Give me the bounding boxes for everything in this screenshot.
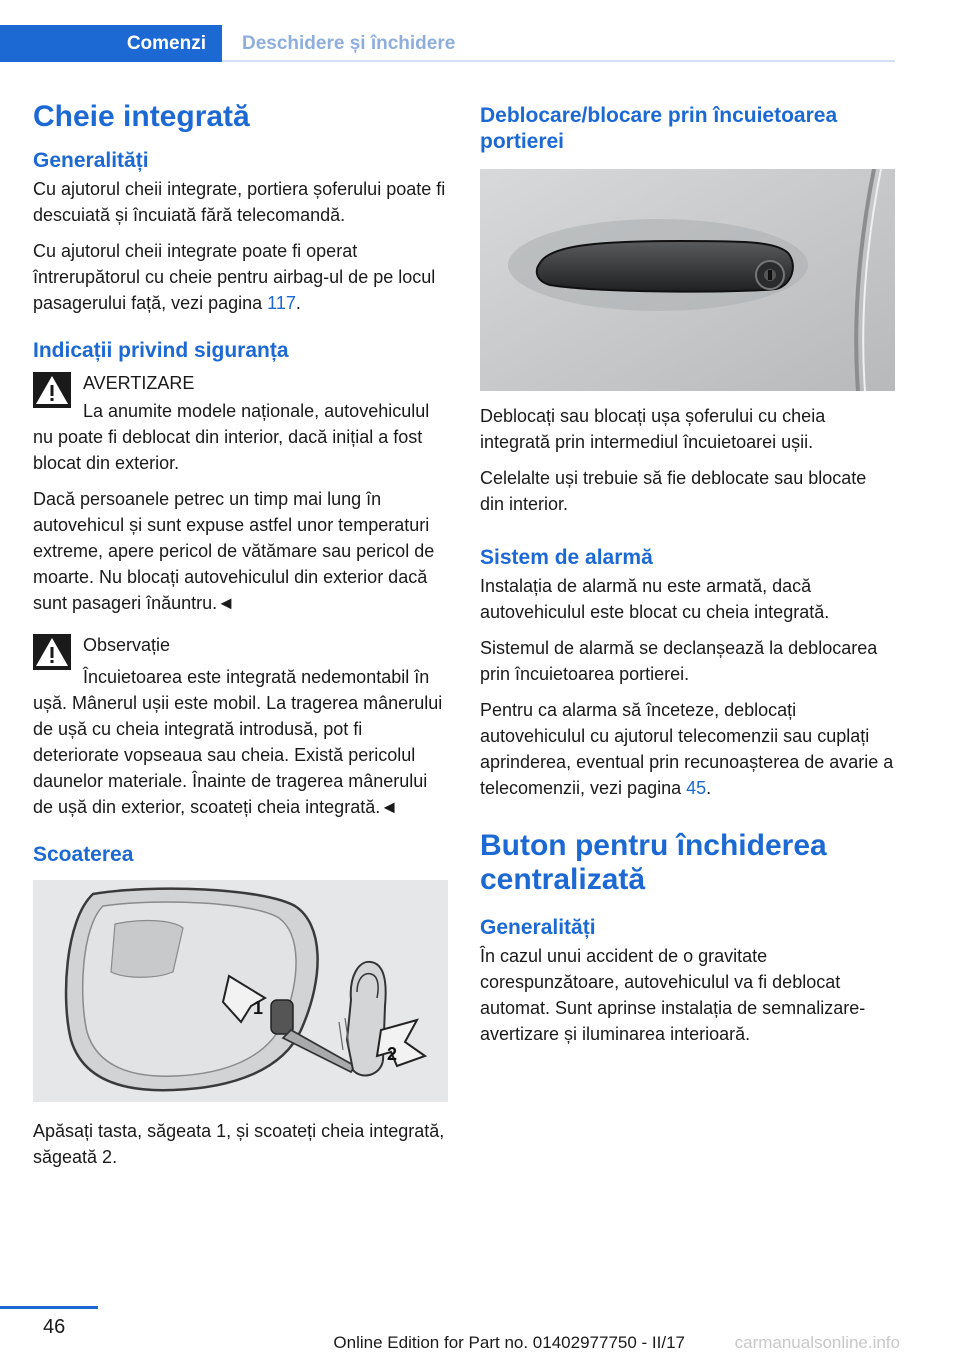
- removal-caption: Apăsați tasta, săgeata 1, și scoateți cheia integrată, săgeată 2.: [33, 1121, 445, 1167]
- warning-block: [33, 370, 448, 476]
- warning-text: La anumite modele naționale, autovehiculul nu poate fi deblocat din interior, dacă inițial a fost blocat din exterior.: [33, 401, 430, 473]
- door-paragraph-1: Deblocați sau blocați ușa șoferului cu cheia integrată prin intermediul încuietoarei ușii.: [480, 406, 826, 452]
- footer-divider: [0, 1306, 98, 1309]
- section-title-central-lock: Buton pentru închiderea centralizată: [480, 829, 827, 896]
- note-text: Încuietoarea este integrată nedemontabil în ușă. Mânerul ușii este mobil. La tragerea mânerului de ușă cu cheia integrată introdusă, pot fi deteriorate vopseaua sau cheia. Există pericolul daunelor materiale. Înainte de tragerea mânerului de ușă din exterior, scoateți cheia integrată.◄: [33, 667, 443, 817]
- heading-alarm: Sistem de alarmă: [480, 546, 653, 569]
- paragraph-general-2: Cu ajutorul cheii integrate poate fi operat întrerupătorul cu cheie pentru airbag-ul de pe locul pasagerului față, vezi pagina 117.: [33, 241, 436, 313]
- key-removal-illustration: [33, 880, 448, 1102]
- warning-triangle-icon: [33, 372, 71, 408]
- note-title: Observație: [83, 635, 171, 655]
- section-title-integrated-key: Cheie integrată: [33, 100, 250, 133]
- caution-triangle-icon: [33, 634, 71, 670]
- page-link-45[interactable]: 45: [686, 778, 707, 798]
- central-paragraph-1: În cazul unui accident de o gravitate corespunzătoare, autovehiculul va fi deblocat automat. Sunt aprinse instalația de semnalizare-avertizare și iluminarea interioară.: [480, 946, 866, 1044]
- heading-door-lock: Deblocare/blocare prin încuietoarea portierei: [480, 104, 838, 153]
- heading-safety: Indicații privind siguranța: [33, 339, 289, 362]
- edition-note: Online Edition for Part no. 01402977750 - II/17: [333, 1333, 685, 1352]
- door-handle-photo: [480, 169, 895, 391]
- left-column: [33, 100, 448, 1180]
- warning-title: AVERTIZARE: [83, 373, 195, 393]
- paragraph-general-1: Cu ajutorul cheii integrate, portiera șoferului poate fi descuiată și încuiată fără telecomandă.: [33, 179, 446, 225]
- heading-removal: Scoaterea: [33, 843, 134, 866]
- arrow-1-label: 1: [253, 998, 264, 1018]
- arrow-2-label: 2: [387, 1044, 398, 1064]
- tab-deschidere[interactable]: Deschidere și închidere: [242, 32, 456, 54]
- heading-central-general: Generalități: [480, 916, 596, 939]
- page-header: [0, 25, 895, 62]
- alarm-paragraph-1: Instalația de alarmă nu este armată, dacă autovehiculul este blocat cu cheia integrată.: [480, 576, 830, 622]
- heading-general: Generalități: [33, 149, 149, 172]
- tab-comenzi[interactable]: Comenzi: [0, 25, 222, 62]
- note-block: [33, 632, 448, 820]
- right-column: [480, 100, 895, 1057]
- page-number: 46: [43, 1316, 66, 1338]
- watermark: carmanualsonline.info: [734, 1333, 900, 1352]
- door-paragraph-2: Celelalte uși trebuie să fie deblocate sau blocate din interior.: [480, 468, 867, 514]
- page-link-117[interactable]: 117: [267, 293, 296, 313]
- warning-text-2: Dacă persoanele petrec un timp mai lung în autovehicul și sunt expuse astfel unor temperaturi extreme, apere pericol de vătămare sau pericol de moarte. Nu blocați autovehiculul din exterior dacă sunt pasageri înăuntru.◄: [33, 489, 435, 613]
- alarm-paragraph-2: Sistemul de alarmă se declanșează la deblocarea prin încuietoarea portierei.: [480, 638, 878, 684]
- header-divider: [222, 60, 895, 62]
- alarm-paragraph-3: Pentru ca alarma să înceteze, deblocați autovehiculul cu ajutorul telecomenzii sau cuplați aprinderea, eventual prin recunoașterea de avarie a telecomenzii, vezi pagina 45.: [480, 700, 894, 798]
